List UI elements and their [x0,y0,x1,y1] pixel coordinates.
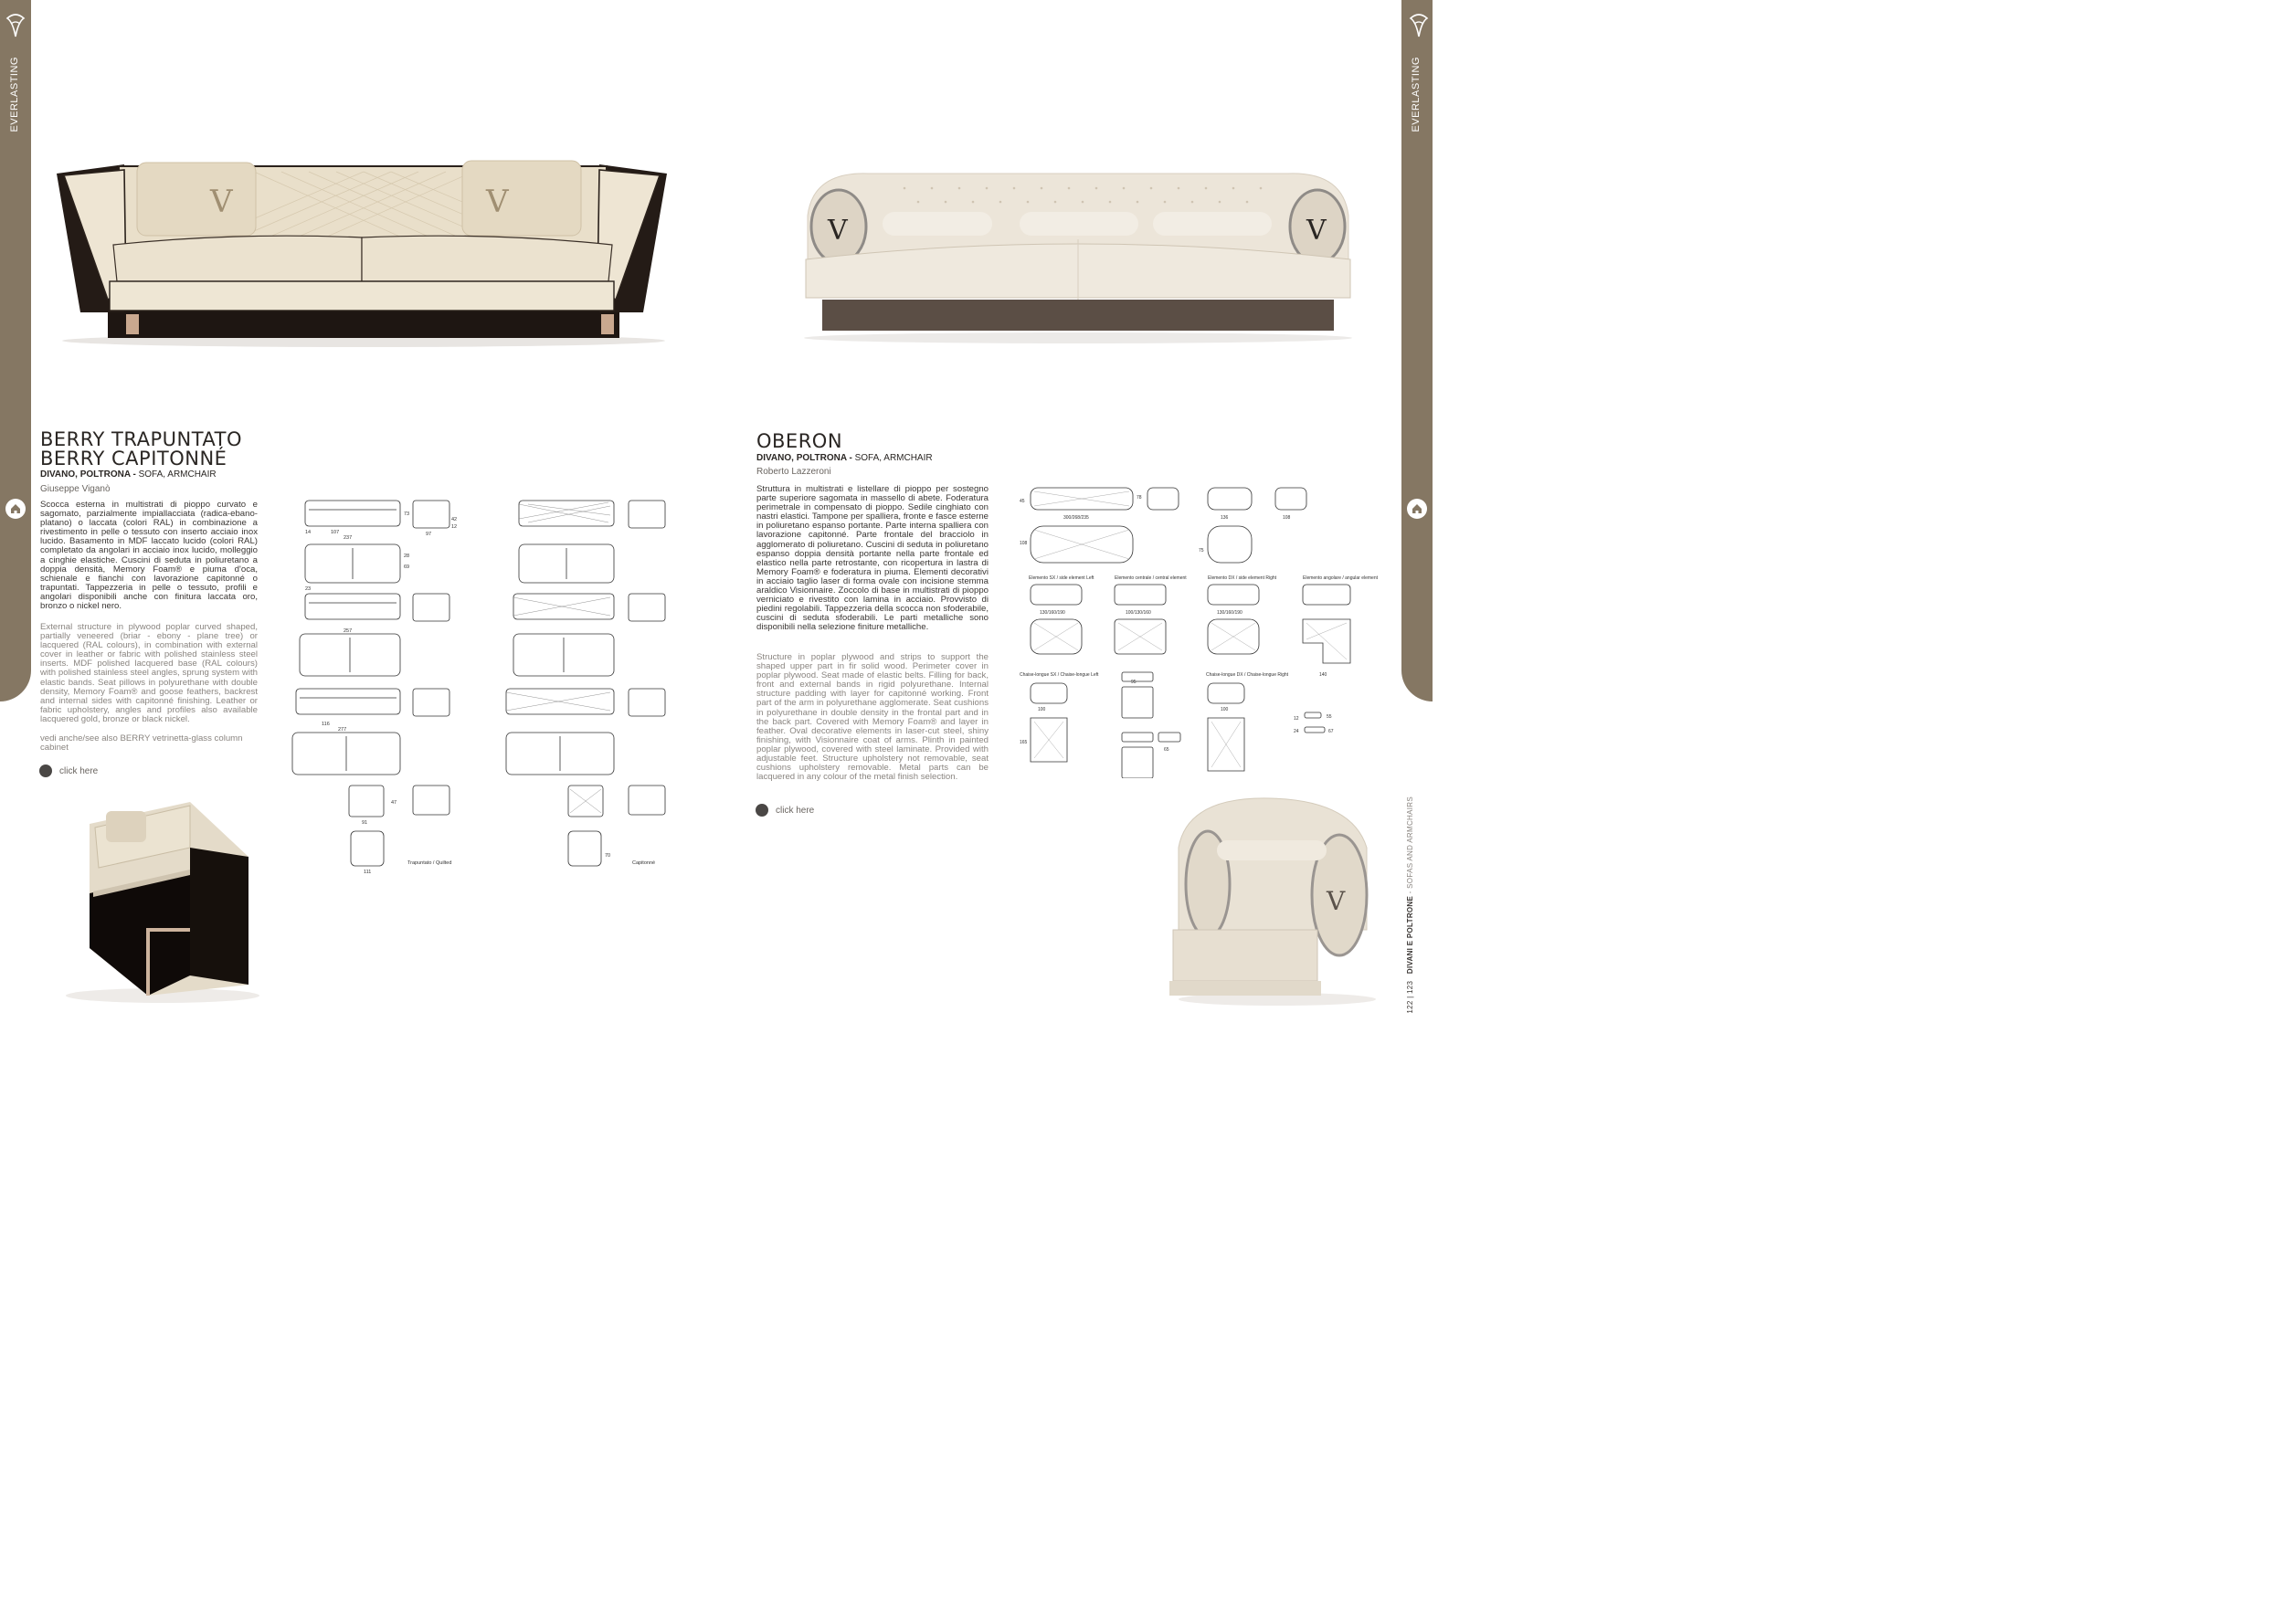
side-label-everlasting: EVERLASTING [9,57,20,132]
dim-label: 140 [1319,672,1327,678]
dim-label: 165 [1020,740,1028,745]
oberon-sofa-width: 300/268/235 [1063,515,1089,521]
oberon-label-central: Elemento centrale / central element [1115,575,1187,581]
oberon-description-it: Struttura in multistrati e listellare di pioppo per sostegno parte superiore sagomata in massello di abete. Foderatura perimetrale in compensato di pioppo. Sedile cinghiato con nastri elastici. Tampone per spalliera, fronte e fasce esterne in poliuretano espanso portante. Parte interna spalliera con lavorazione capitonné. Parte frontale del bracciolo in agglomerato di poliuretano. Cuscini di seduta in poliuretano espanso doppia densità portante nella parte frontale ed elastico nella parte retrostante, con ricopertura in lastra di Memory Foam® e foderatura in piuma. Elementi decorativi in acciaio taglio laser di forma ovale con incisione stemma araldico Visionnaire. Zoccolo di base in multistrati di pioppo verniciato e rivestito con lamina in acciaio. Provvisto di piedini regolabili. Tappezzeria della scocca non sfoderabile, cuscini di seduta sfoderabili. Le parti metalliche sono disponibili nella selezione finiture metalliche. [756,484,989,633]
oberon-technical-drawings [1012,482,1389,778]
dim-label: 116 [322,722,330,727]
footer-section: DIVANI E POLTRONE [1406,895,1414,975]
home-button[interactable] [5,499,26,519]
berry-description-it: Scocca esterna in multistrati di pioppo curvato e sagomato, parzialmente impiallacciata (radica-ebano-platano) o laccata (colori RAL) in combinazione a rivestimento in pelle o tessuto con inserto acciaio inox lucido. Basamento in MDF laccato lucido (colori RAL) completato da angolari in acciaio inox lucido, molleggio a cinghie elastiche. Cuscini di seduta in poliuretano a doppia densità, Memory Foam® e piuma d'oca, schienale e fianchi con lavorazione capitonné o trapuntati. Tappezzeria in pelle o tessuto, profili e angolari disponibili anche con finitura laccata oro, bronzo o nickel nero. [40,500,258,612]
oberon-title: OBERON [756,430,843,452]
oberon-subtitle [756,453,933,463]
left-side-tab [0,0,31,701]
dim-label: 136 [1221,515,1229,521]
dim-label: 73 [404,511,410,517]
oberon-click-here-link[interactable] [756,804,814,817]
dim-label: 130/160/190 [1217,610,1242,616]
dim-label: 69 [404,564,410,570]
berry-title-line1: BERRY TRAPUNTATO [40,428,242,450]
page-footer [1406,796,1414,1014]
berry-sofa-photo [53,153,671,347]
oberon-label-chaise-dx: Chaise-longue DX / Chaise-longue Right [1206,672,1289,678]
dim-label: 75 [1199,548,1204,554]
berry-click-here-link[interactable] [39,765,98,777]
berry-see-also: vedi anche/see also BERRY vetrinetta-glass column cabinet [40,733,243,754]
oberon-subtitle-en: SOFA, ARMCHAIR [851,453,933,463]
dim-label: 24 [1294,729,1299,734]
oberon-armchair-photo [1160,793,1385,1008]
svg-text:V: V [210,184,233,220]
dim-label: 100/130/160 [1126,610,1151,616]
home-icon [9,502,22,515]
berry-click-here-label: click here [59,765,99,776]
bullet-icon [39,765,52,777]
dim-label: 277 [338,727,347,733]
dim-label: 100 [1038,707,1046,712]
dim-label: 47 [391,800,397,806]
svg-text:V: V [828,215,848,247]
oberon-subtitle-it: DIVANO, POLTRONA - [756,453,852,463]
dim-label: 45 [1020,499,1025,504]
dim-label: 130/160/190 [1040,610,1065,616]
berry-drawing-caption-quilted: Trapuntato / Quilted [407,860,452,866]
dim-label: 95 [1131,680,1137,685]
oberon-description-en: Structure in poplar plywood and strips to support the shaped upper part in fir solid wood. Perimeter cover in poplar plywood. Seat made of elastic belts. Filling for back, front and external bands in rigid polyurethane. Internal structure padding with layer for capitonné working. Front part of the arm in polyurethane agglomerate. Seat cushions in polyurethane in double density in the frontal part and in the back part. Covered with Memory Foam® and layer in feather. Oval decorative elements in laser-cut steel, shiny finishing, with Visionnaire coat of arms. Plinth in painted poplar plywood, covered with steel laminate. Provided with adjustable feet. Structure upholstery not removable, seat cushions upholstery removable. Metal parts can be lacquered in any colour of the metal finish selection. [756,652,989,783]
bullet-icon [756,804,768,817]
page-numbers: 122 | 123 [1406,980,1414,1014]
dim-label: 55 [1327,714,1332,720]
visionnaire-logo-icon [1407,13,1431,40]
dim-label: 237 [344,535,353,541]
oberon-label-dx: Elemento DX / side element Right [1208,575,1277,581]
dim-label: 14 [305,530,312,535]
dim-label: 111 [364,870,372,875]
berry-designer: Giuseppe Viganò [40,484,111,494]
visionnaire-logo-icon [4,13,27,40]
oberon-designer: Roberto Lazzeroni [756,467,831,477]
dim-label: 28 [404,554,410,559]
dim-label: 70 [605,853,611,859]
dim-label: 91 [362,820,368,826]
dim-label: 67 [1328,729,1334,734]
dim-label: 12 [1294,716,1299,722]
berry-subtitle [40,469,217,480]
dim-label: 78 [1137,495,1142,501]
dim-label: 107 [331,530,340,535]
berry-title-line2: BERRY CAPITONNÉ [40,448,227,469]
oberon-label-sx: Elemento SX / side element Left [1029,575,1094,581]
berry-description-en: External structure in plywood poplar curved shaped, partially veneered (briar - ebony - plane tree) or lacquered (RAL colours), in combination with external cover in leather or fabric with polished stainless steel inserts. MDF polished lacquered base (RAL colours) with polished stainless steel angles, sprung system with elastic bands. Seat pillows in polyurethane with double density, Memory Foam® and goose feathers, backrest and internal sides with capitonné finishing. Leather or fabric upholstery, angles and profiles also available lacquered gold, bronze or black nickel. [40,622,258,724]
footer-section-en: - SOFAS AND ARMCHAIRS [1406,796,1414,896]
oberon-click-here-label: click here [776,805,815,816]
svg-text:V: V [1306,215,1327,247]
dim-label: 100 [1221,707,1229,712]
dim-label: 65 [1164,747,1169,753]
dim-label: 257 [344,628,353,634]
dim-label: 23 [305,586,312,592]
home-icon [1411,502,1423,515]
berry-armchair-photo [53,793,272,1005]
oberon-label-corner: Elemento angolare / angular element [1303,575,1378,581]
svg-text:V: V [486,184,509,220]
dim-label: 108 [1020,541,1028,546]
side-label-everlasting: EVERLASTING [1411,57,1422,132]
oberon-sofa-photo [795,161,1361,343]
right-side-tab [1401,0,1433,701]
dim-label: 12 [451,524,458,530]
berry-drawing-caption-capitonne: Capitonné [632,860,656,866]
dim-label: 108 [1283,515,1291,521]
berry-subtitle-en: SOFA, ARMCHAIR [135,469,217,480]
berry-technical-drawings [289,493,672,877]
dim-label: 97 [426,532,432,537]
berry-subtitle-it: DIVANO, POLTRONA - [40,469,136,480]
home-button[interactable] [1407,499,1427,519]
dim-label: 42 [451,517,458,522]
svg-text:V: V [1327,886,1346,916]
oberon-label-chaise-sx: Chaise-longue SX / Chaise-longue Left [1020,672,1099,678]
